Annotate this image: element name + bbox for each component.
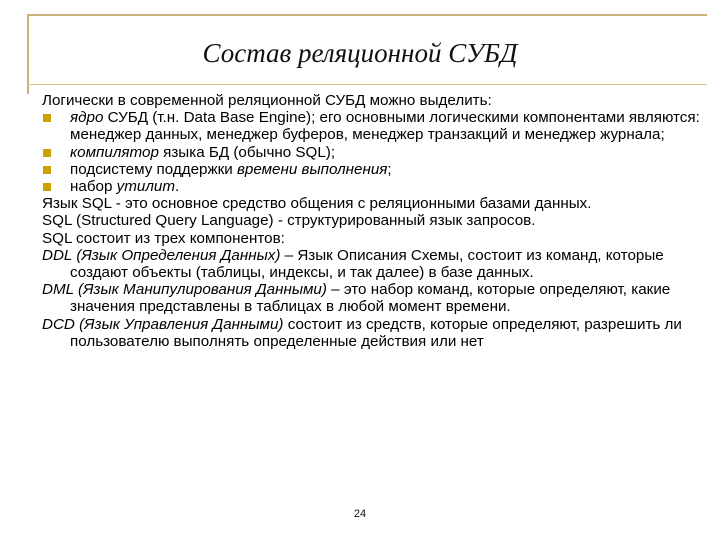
dml-term: DML (Язык Манипулирования Данными) <box>42 281 327 299</box>
bullet-utilities-term: утилит <box>116 178 176 196</box>
bullet-runtime-punct: ; <box>387 160 392 178</box>
dcd-paragraph <box>42 316 702 350</box>
sql-main-text: Язык SQL - это основное средство общения с реляционными базами данных. <box>42 195 592 213</box>
dcd-term: DCD (Язык Управления Данными) <box>42 315 284 333</box>
dml-text: – это набор команд, которые определяют, какие значения представлены в таблицах в любой момент времени. <box>70 281 671 316</box>
ddl-text: – Язык Описания Схемы, состоит из команд, которые создают объекты (таблицы, индексы, и так далее) в базе данных. <box>70 246 664 282</box>
bullet-core-term: ядро <box>70 109 104 127</box>
bullet-core <box>42 109 702 143</box>
bullet-utilities <box>42 178 702 195</box>
slide-title: Состав реляционной СУБД <box>202 38 518 68</box>
bullet-square-icon <box>43 183 51 191</box>
bullet-compiler-term: компилятор <box>70 143 159 161</box>
bullet-runtime-term: времени выполнения <box>237 160 388 178</box>
bullet-runtime <box>42 161 702 178</box>
sql-definition-text: SQL (Structured Query Language) - структурированный язык запросов. <box>42 212 536 230</box>
bullet-utilities-text: набор <box>70 178 117 196</box>
frame-top-line <box>27 14 707 16</box>
title-underline <box>27 84 707 85</box>
ddl-term: DDL (Язык Определения Данных) <box>42 246 281 264</box>
dml-paragraph <box>42 281 702 315</box>
bullet-square-icon <box>43 166 51 174</box>
intro-text: Логически в современной реляционной СУБД можно выделить: <box>42 92 492 109</box>
bullet-compiler <box>42 144 702 161</box>
bullet-utilities-punct: . <box>175 178 180 196</box>
sql-components-text: SQL состоит из трех компонентов: <box>42 229 285 247</box>
page-number: 24 <box>353 508 367 520</box>
bullet-compiler-text: языка БД (обычно SQL); <box>158 143 336 161</box>
bullet-runtime-text: подсистему поддержки <box>70 160 237 178</box>
ddl-paragraph <box>42 247 702 281</box>
bullet-square-icon <box>43 149 51 157</box>
bullet-core-text: СУБД (т.н. Data Base Engine); его основными логическими компонентами являются: менеджер данных, менеджер буферов, менеджер транзакций и менеджер журнала; <box>70 109 700 144</box>
bullet-square-icon <box>43 114 51 122</box>
dcd-text: состоит из средств, которые определяют, разрешить ли пользователю выполнять определенные действия или нет <box>70 315 682 350</box>
slide-body <box>42 92 702 350</box>
